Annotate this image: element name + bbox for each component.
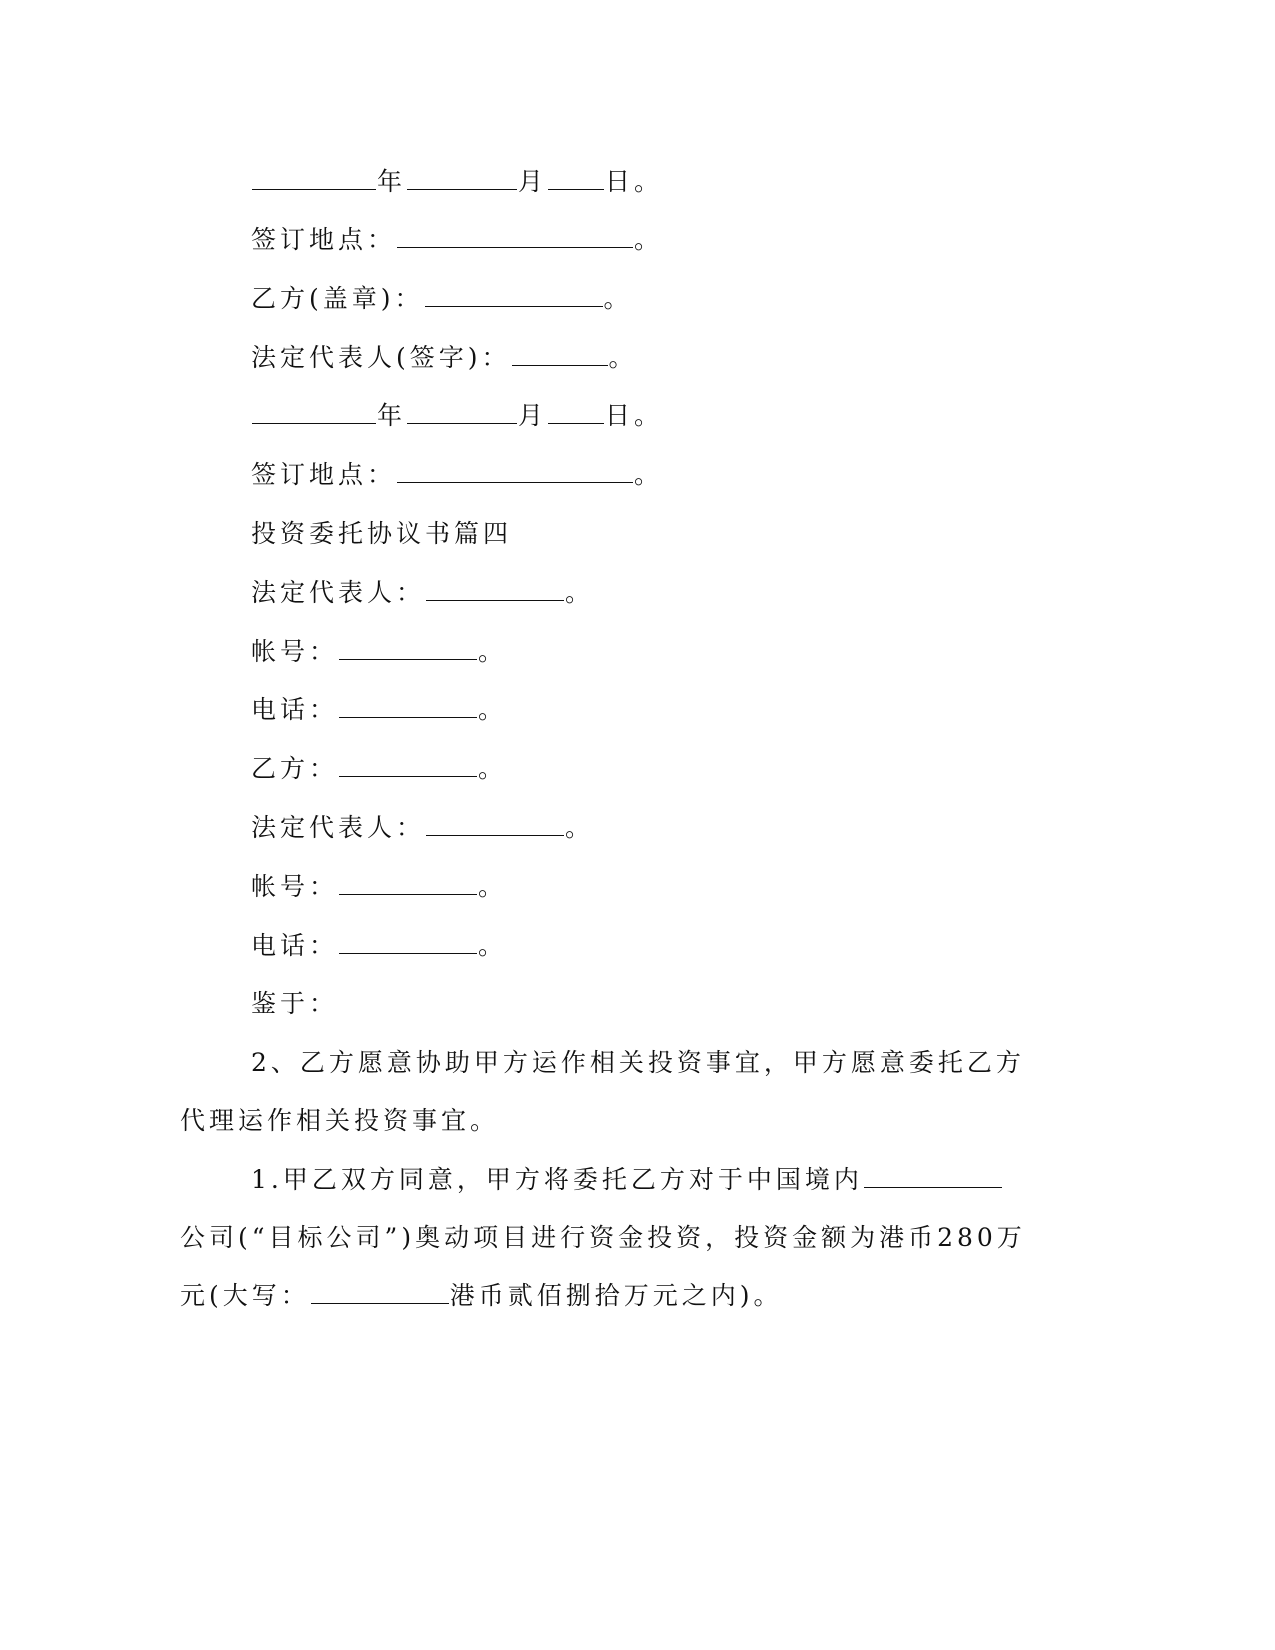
para3-text-3: 港币贰佰捌拾万元之内)。	[449, 1281, 783, 1310]
signing-place-label: 签订地点：	[251, 225, 397, 254]
signing-place-blank	[397, 460, 633, 483]
year-label: 年	[377, 167, 407, 196]
phone-label: 电话：	[251, 695, 339, 724]
account-blank	[339, 637, 477, 660]
day-label: 日。	[605, 167, 664, 196]
period: 。	[608, 343, 638, 372]
year-blank	[252, 167, 376, 190]
party-a-account-line	[251, 636, 507, 668]
whereas-label: 鉴于：	[251, 989, 339, 1018]
party-a-phone-line	[251, 694, 507, 726]
phone-blank	[339, 931, 477, 954]
period: 。	[565, 813, 595, 842]
party-a-legal-rep-line	[251, 577, 594, 609]
date-line-2	[251, 400, 663, 432]
party-b-label: 乙方：	[251, 754, 339, 783]
legal-rep-sign-line	[251, 342, 638, 374]
month-label: 月	[518, 167, 548, 196]
party-b-account-line	[251, 871, 507, 903]
signing-place-line-1	[251, 224, 663, 256]
legal-rep-blank	[426, 578, 564, 601]
account-blank	[339, 872, 477, 895]
party-b-legal-rep-line	[251, 812, 594, 844]
para3-text-1: 1.甲乙双方同意，甲方将委托乙方对于中国境内	[251, 1165, 863, 1194]
period: 。	[478, 695, 508, 724]
month-blank	[407, 167, 517, 190]
legal-rep-blank	[426, 813, 564, 836]
party-b-seal-label: 乙方(盖章)：	[251, 284, 424, 313]
section-heading: 投资委托协议书篇四	[251, 519, 513, 548]
party-b-line	[251, 753, 507, 785]
month-label: 月	[518, 401, 548, 430]
legal-rep-label: 法定代表人：	[251, 578, 426, 607]
period: 。	[634, 225, 664, 254]
legal-rep-label: 法定代表人：	[251, 813, 426, 842]
period: 。	[478, 754, 508, 783]
paragraph-3	[180, 1151, 1030, 1325]
day-label: 日。	[605, 401, 664, 430]
period: 。	[478, 931, 508, 960]
party-b-blank	[339, 754, 477, 777]
month-blank	[407, 401, 517, 424]
party-b-seal-line	[251, 283, 633, 315]
period: 。	[603, 284, 633, 313]
period: 。	[634, 460, 664, 489]
legal-rep-sign-blank	[512, 343, 608, 366]
signing-place-line-2	[251, 459, 663, 491]
period: 。	[478, 637, 508, 666]
account-label: 帐号：	[251, 637, 339, 666]
phone-label: 电话：	[251, 931, 339, 960]
paragraph-2: 2、乙方愿意协助甲方运作相关投资事宜，甲方愿意委托乙方代理运作相关投资事宜。	[180, 1048, 1025, 1135]
day-blank	[548, 167, 604, 190]
party-b-phone-line	[251, 930, 507, 962]
party-b-seal-blank	[425, 284, 603, 307]
year-blank	[252, 401, 376, 424]
period: 。	[478, 872, 508, 901]
legal-rep-sign-label: 法定代表人(签字)：	[251, 343, 511, 372]
day-blank	[548, 401, 604, 424]
year-label: 年	[377, 401, 407, 430]
date-line-1	[251, 166, 663, 198]
amount-blank	[311, 1281, 449, 1304]
signing-place-label: 签订地点：	[251, 460, 397, 489]
period: 。	[565, 578, 595, 607]
phone-blank	[339, 695, 477, 718]
company-blank	[864, 1165, 1002, 1188]
signing-place-blank	[397, 225, 633, 248]
para3-text-2: 公司(“目标公司”)奥动项目进行资金投资，投资金额为港币280万元(大写：	[180, 1223, 1026, 1310]
account-label: 帐号：	[251, 872, 339, 901]
